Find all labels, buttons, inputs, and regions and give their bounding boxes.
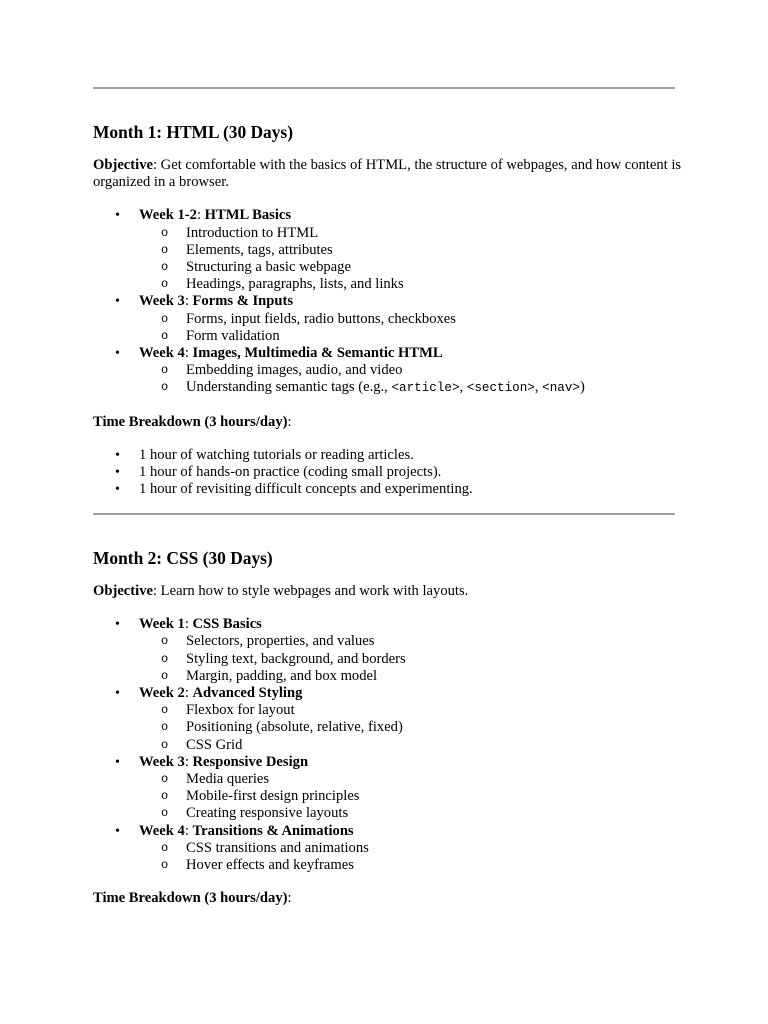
circle-bullet-icon: o [161, 668, 169, 683]
circle-bullet-icon: o [161, 311, 169, 326]
separator: : [184, 685, 193, 702]
list-item [139, 225, 683, 242]
circle-bullet-icon: o [161, 720, 169, 735]
month-1-time-list [93, 447, 683, 499]
item-text: CSS Grid [186, 736, 243, 753]
bullet-icon: • [115, 482, 120, 498]
circle-bullet-icon: o [161, 225, 169, 240]
separator: : [196, 207, 205, 224]
circle-bullet-icon: o [161, 277, 169, 292]
objective-text: : Learn how to style webpages and work with layouts. [152, 583, 469, 599]
bullet-icon: • [115, 294, 120, 310]
list-item [93, 481, 683, 498]
week-topic: Advanced Styling [192, 685, 303, 702]
nav-tag-code: <nav> [542, 381, 580, 396]
section-tag-code: <section> [466, 381, 535, 396]
objective-label: Objective [93, 157, 153, 173]
item-text: Introduction to HTML [186, 224, 319, 241]
circle-bullet-icon: o [161, 737, 169, 752]
objective-label: Objective [93, 583, 153, 599]
list-item [139, 668, 683, 685]
circle-bullet-icon: o [161, 380, 169, 395]
horizontal-rule-top [93, 87, 675, 89]
week-topic: Responsive Design [192, 753, 309, 770]
bullet-icon: • [115, 617, 120, 633]
circle-bullet-icon: o [161, 242, 169, 257]
month-2-heading: Month 2: CSS (30 Days) [93, 548, 273, 568]
list-item [139, 328, 683, 345]
week-label: Week 2 [139, 685, 185, 702]
sub-list [139, 362, 683, 397]
list-item [139, 633, 683, 650]
item-text: Structuring a basic webpage [186, 259, 351, 276]
item-text: Form validation [186, 327, 280, 344]
item-text: Embedding images, audio, and video [186, 362, 403, 379]
list-item [139, 719, 683, 736]
sub-list [139, 311, 683, 345]
sub-list [139, 771, 683, 823]
list-item [93, 823, 683, 875]
list-item [93, 293, 683, 345]
separator: : [184, 753, 193, 770]
item-text: Elements, tags, attributes [186, 241, 333, 258]
list-item [139, 259, 683, 276]
separator: : [184, 293, 193, 310]
month-2-time-breakdown-label [93, 890, 683, 907]
week-topic: Forms & Inputs [192, 293, 294, 310]
list-item [139, 771, 683, 788]
week-label: Week 3 [139, 753, 185, 770]
week-label: Week 1 [139, 616, 185, 633]
circle-bullet-icon: o [161, 634, 169, 649]
list-item [93, 345, 683, 398]
list-item [93, 447, 683, 464]
week-topic: Transitions & Animations [192, 822, 354, 839]
list-item [93, 616, 683, 685]
article-tag-code: <article> [391, 381, 460, 396]
item-text: 1 hour of watching tutorials or reading articles. [139, 446, 414, 463]
circle-bullet-icon: o [161, 328, 169, 343]
month-1-weeks-list [93, 207, 683, 397]
list-item [139, 362, 683, 379]
week-topic: HTML Basics [204, 207, 292, 224]
list-item [93, 207, 683, 293]
list-item [93, 464, 683, 481]
time-breakdown-label: Time Breakdown (3 hours/day) [93, 413, 288, 430]
month-1-time-breakdown-label [93, 414, 683, 431]
bullet-icon: • [115, 346, 120, 362]
bullet-icon: • [115, 823, 120, 839]
circle-bullet-icon: o [161, 840, 169, 855]
month-1-objective [93, 157, 683, 191]
sub-list [139, 633, 683, 685]
item-text: Positioning (absolute, relative, fixed) [186, 719, 403, 736]
circle-bullet-icon: o [161, 363, 169, 378]
separator: , [534, 379, 543, 396]
month-2-section [93, 548, 683, 907]
circle-bullet-icon: o [161, 260, 169, 275]
list-item [139, 242, 683, 259]
list-item [139, 788, 683, 805]
list-item [139, 840, 683, 857]
circle-bullet-icon: o [161, 772, 169, 787]
list-item [93, 754, 683, 823]
item-text: Understanding semantic tags (e.g., [186, 379, 392, 396]
month-2-weeks-list [93, 616, 683, 874]
item-text: 1 hour of hands-on practice (coding small projects). [139, 464, 442, 481]
list-item [139, 311, 683, 328]
separator: : [184, 822, 193, 839]
item-text: Media queries [186, 771, 270, 788]
list-item [139, 651, 683, 668]
list-item [139, 702, 683, 719]
circle-bullet-icon: o [161, 651, 169, 666]
item-text: Creating responsive layouts [186, 805, 349, 822]
item-text: Mobile-first design principles [186, 788, 360, 805]
month-2-objective [93, 583, 683, 600]
bullet-icon: • [115, 465, 120, 481]
separator: , [459, 379, 467, 396]
item-text: Margin, padding, and box model [186, 667, 378, 684]
objective-text: : Get comfortable with the basics of HTML, the structure of webpages, and how content is organized in a browser. [93, 157, 682, 191]
separator: ) [579, 379, 585, 396]
bullet-icon: • [115, 686, 120, 702]
sub-list [139, 225, 683, 294]
week-label: Week 4 [139, 822, 185, 839]
bullet-icon: • [115, 208, 120, 224]
week-label: Week 3 [139, 293, 185, 310]
week-topic: CSS Basics [192, 616, 262, 633]
separator: : [184, 345, 193, 362]
item-text: Forms, input fields, radio buttons, checkboxes [186, 310, 456, 327]
horizontal-rule-middle [93, 513, 675, 515]
semantic-tags-item [186, 379, 585, 395]
bullet-icon: • [115, 754, 120, 770]
item-text: 1 hour of revisiting difficult concepts and experimenting. [139, 481, 473, 498]
item-text: Selectors, properties, and values [186, 633, 375, 650]
list-item [139, 857, 683, 874]
item-text: Flexbox for layout [186, 702, 295, 719]
item-text: Headings, paragraphs, lists, and links [186, 276, 404, 293]
item-text: Hover effects and keyframes [186, 857, 354, 874]
list-item [139, 737, 683, 754]
circle-bullet-icon: o [161, 806, 169, 821]
list-item [139, 379, 683, 397]
month-1-section [93, 122, 683, 498]
circle-bullet-icon: o [161, 789, 169, 804]
list-item [93, 685, 683, 754]
week-label: Week 1-2 [139, 207, 197, 224]
separator: : [287, 413, 292, 430]
week-topic: Images, Multimedia & Semantic HTML [192, 345, 443, 362]
sub-list [139, 840, 683, 874]
circle-bullet-icon: o [161, 703, 169, 718]
list-item [139, 276, 683, 293]
separator: : [184, 616, 193, 633]
item-text: CSS transitions and animations [186, 839, 369, 856]
bullet-icon: • [115, 447, 120, 463]
item-text: Styling text, background, and borders [186, 650, 406, 667]
separator: : [287, 890, 292, 907]
list-item [139, 805, 683, 822]
time-breakdown-label: Time Breakdown (3 hours/day) [93, 890, 288, 907]
sub-list [139, 702, 683, 754]
week-label: Week 4 [139, 345, 185, 362]
month-1-heading: Month 1: HTML (30 Days) [93, 122, 293, 142]
circle-bullet-icon: o [161, 858, 169, 873]
